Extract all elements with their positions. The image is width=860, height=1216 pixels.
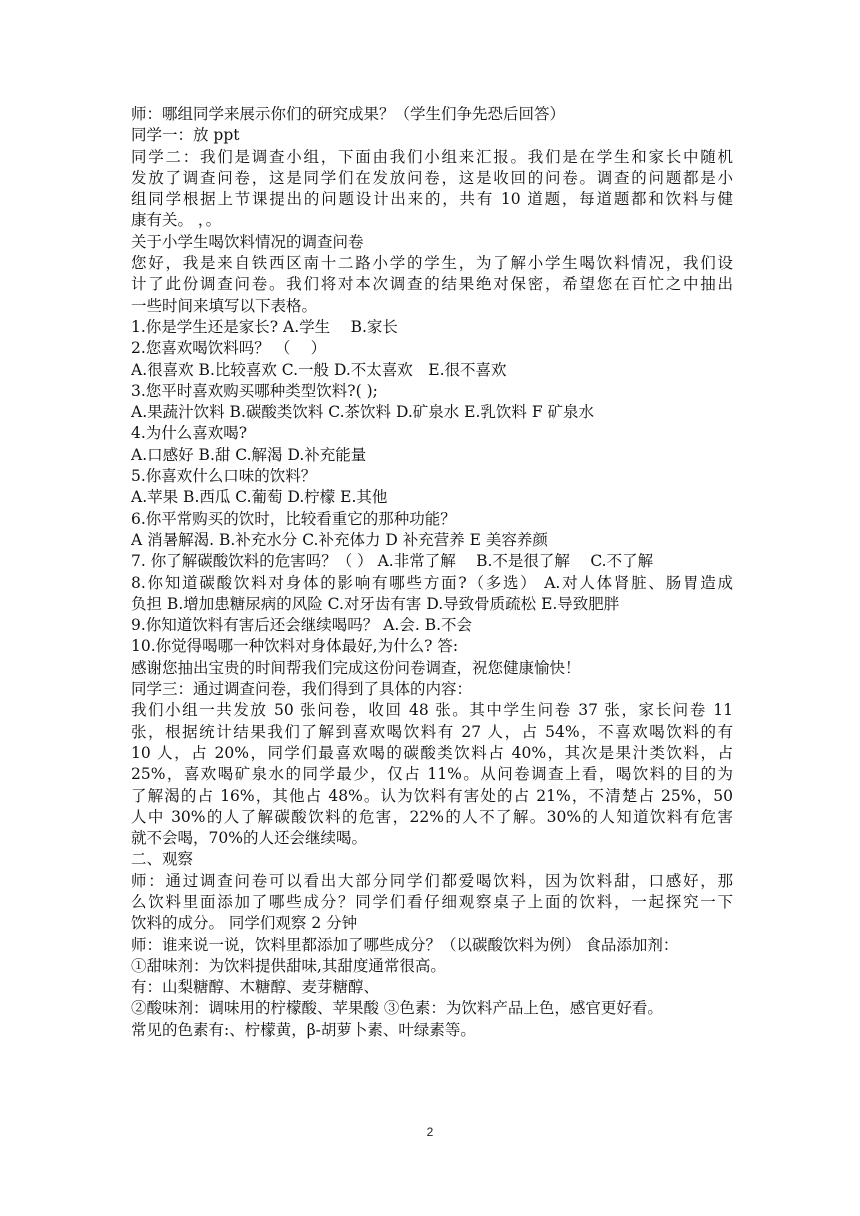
text-line-speaker-teacher-question: 师：哪组同学来展示你们的研究成果？（学生们争先恐后回答） (131, 105, 566, 123)
survey-intro-2: 计了此份调查问卷。我们将对本次调查的结果绝对保密，希望您在百忙之中抽出 (131, 275, 733, 294)
additives-question: 师：谁来说一说，饮料里都添加了哪些成分？（以碳酸饮料为例） 食品添加剂： (131, 935, 679, 954)
additives-sweetener: ①甜味剂：为饮料提供甜味,其甜度通常很高。 (131, 956, 446, 975)
survey-question-8: 8.你知道碳酸饮料对身体的影响有哪些方面?（多选） A.对人体肾脏、肠胃造成 (131, 573, 733, 592)
observation-line-1: 师：通过调查问卷可以看出大部分同学们都爱喝饮料，因为饮料甜，口感好，那 (131, 871, 733, 890)
section-heading-observation: 二、观察 (131, 850, 194, 869)
survey-question-5: 5.你喜欢什么口味的饮料？ (131, 467, 317, 486)
results-line-4: 25%，喜欢喝矿泉水的同学最少，仅占 11%。从问卷调查上看，喝饮料的目的为 (131, 765, 733, 784)
survey-question-4-options: A.口感好 B.甜 C.解渴 D.补充能量 (131, 445, 367, 464)
text-line-student-two-2: 发放了调查问卷，这是同学们在发放问卷，这是收回的问卷。调查的问题都是小 (131, 168, 733, 187)
results-line-1: 我们小组一共发放 50 张问卷，收回 48 张。其中学生问卷 37 张，家长问卷 11 (131, 701, 733, 720)
survey-question-3-options: A.果蔬汁饮料 B.碳酸类饮料 C.茶饮料 D.矿泉水 E.乳饮料 F 矿泉水 (131, 403, 595, 422)
survey-question-5-options: A.苹果 B.西瓜 C.葡萄 D.柠檬 E.其他 (131, 488, 388, 507)
survey-intro-3: 一些时间来填写以下表格。 (131, 296, 318, 315)
text-line-student-two-1: 同学二：我们是调查小组，下面由我们小组来汇报。我们是在学生和家长中随机 (131, 147, 733, 166)
survey-question-4: 4.为什么喜欢喝? (131, 424, 248, 443)
additives-color-list: 常见的色素有:、柠檬黄，β-胡萝卜素、叶绿素等。 (131, 1020, 476, 1039)
survey-question-2-options: A.很喜欢 B.比较喜欢 C.一般 D.不太喜欢 E.很不喜欢 (131, 360, 507, 379)
results-line-6: 人中 30%的人了解碳酸饮料的危害，22%的人不了解。30%的人知道饮料有危害 (131, 807, 733, 826)
text-line-student-two-4: 康有关。 ，。 (131, 211, 222, 230)
survey-question-2: 2.您喜欢喝饮料吗？ （ ） (131, 339, 327, 358)
observation-line-3: 饮料的成分。 同学们观察 2 分钟 (131, 914, 358, 933)
survey-question-1: 1.你是学生还是家长? A.学生 B.家长 (131, 317, 398, 336)
results-line-5: 了解渴的占 16%，其他占 48%。认为饮料有害处的占 21%，不清楚占 25%，50 (131, 786, 733, 805)
text-line-student-two-3: 组同学根据上节课提出的问题设计出来的，共有 10 道题，每道题都和饮料与健 (131, 190, 733, 209)
additives-acid-color: ②酸味剂：调味用的柠檬酸、苹果酸 ③色素：为饮料产品上色，感官更好看。 (131, 999, 663, 1018)
document-body (131, 104, 733, 1041)
survey-question-8-options: 负担 B.增加患糖尿病的风险 C.对牙齿有害 D.导致骨质疏松 E.导致肥胖 (131, 594, 620, 613)
survey-question-6-options: A 消暑解渴. B.补充水分 C.补充体力 D 补充营养 E 美容养颜 (131, 530, 548, 549)
text-line-student-three: 同学三：通过调查问卷，我们得到了具体的内容： (131, 680, 473, 699)
survey-intro-1: 您好，我是来自铁西区南十二路小学的学生，为了解小学生喝饮料情况，我们设 (131, 254, 733, 273)
additives-sweetener-list: 有：山梨糖醇、木糖醇、麦芽糖醇、 (131, 978, 380, 997)
survey-thanks: 感谢您抽出宝贵的时间帮我们完成这份问卷调查，祝您健康愉快！ (131, 658, 581, 677)
survey-question-9: 9.你知道饮料有害后还会继续喝吗？ A.会. B.不会 (131, 616, 473, 635)
results-line-3: 10 人，占 20%，同学们最喜欢喝的碳酸类饮料占 40%，其次是果汁类饮料，占 (131, 743, 733, 762)
observation-line-2: 么饮料里面添加了哪些成分？同学们看仔细观察桌子上面的饮料，一起探究一下 (131, 892, 733, 911)
survey-question-6: 6.你平常购买的饮时，比较看重它的那种功能？ (131, 509, 456, 528)
survey-question-10: 10.你觉得喝哪一种饮料对身体最好,为什么? 答: (131, 637, 459, 656)
results-line-2: 张，根据统计结果我们了解到喜欢喝饮料有 27 人，占 54%，不喜欢喝饮料的有 (131, 722, 733, 741)
results-line-7: 就不会喝，70%的人还会继续喝。 (131, 829, 367, 848)
page-number: 2 (426, 1125, 434, 1139)
survey-question-7: 7. 你了解碳酸饮料的危害吗？（ ） A.非常了解 B.不是很了解 C.不了解 (131, 552, 654, 571)
survey-question-3: 3.您平时喜欢购买哪种类型饮料?( ); (131, 381, 378, 400)
survey-title: 关于小学生喝饮料情况的调查问卷 (131, 232, 364, 251)
text-line-student-one: 同学一：放 ppt (131, 126, 240, 145)
